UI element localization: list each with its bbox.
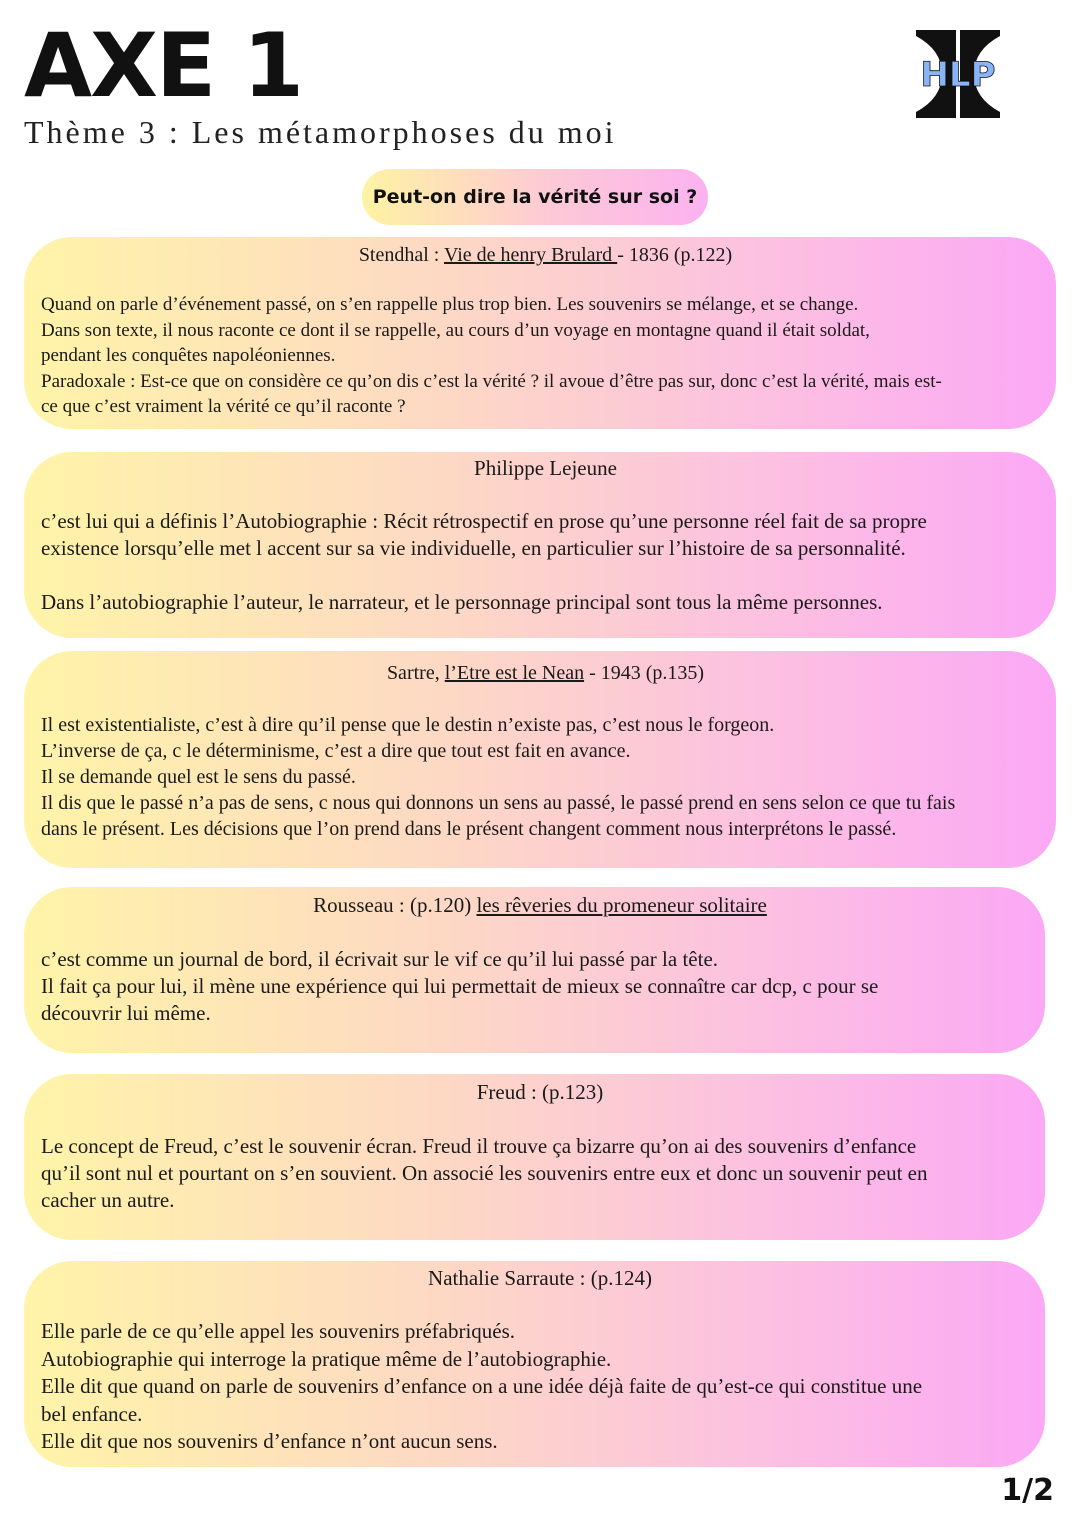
- page-title: AXE 1: [24, 14, 302, 117]
- card-heading: [41, 660, 1050, 686]
- card-line: c’est comme un journal de bord, il écrivait sur le vif ce qu’il lui passé par la tête.: [41, 947, 719, 971]
- author: Philippe Lejeune: [474, 456, 617, 480]
- theme-subtitle: Thème 3 : Les métamorphoses du moi: [24, 114, 617, 150]
- heading-detail: - 1836 (p.122): [617, 244, 733, 266]
- card-line: Quand on parle d’événement passé, on s’en rappelle plus trop bien. Les souvenirs se mélange, et se change.: [41, 294, 859, 315]
- card-line: L’inverse de ça, c le déterminisme, c’est a dire que tout est fait en avance.: [41, 740, 631, 762]
- card-line: Dans son texte, il nous raconte ce dont il se rappelle, au cours d’un voyage en montagne quand il était soldat,: [41, 319, 870, 341]
- card-rousseau: [24, 887, 1045, 1053]
- card-body: [41, 1318, 1039, 1456]
- card-body: [41, 946, 1039, 1027]
- work-title: l’Etre est le Nean: [444, 662, 585, 684]
- card-line: qu’il sont nul et pourtant on s’en souvient. On associé les souvenirs entre eux et donc un souvenir peut en: [41, 1161, 928, 1185]
- heading-detail: - 1943 (p.135): [584, 662, 705, 684]
- card-heading: [41, 1265, 1039, 1291]
- page-number: 1/2: [1001, 1473, 1054, 1508]
- work-title: les rêveries du promeneur solitaire: [476, 893, 767, 917]
- author: Freud : (p.123): [476, 1080, 604, 1104]
- blank-line: [41, 562, 1050, 589]
- card-stendhal: [24, 237, 1056, 429]
- card-heading: [41, 1079, 1039, 1105]
- card-line: Dans l’autobiographie l’auteur, le narrateur, et le personnage principal sont tous la même personnes.: [41, 590, 883, 614]
- card-heading: [41, 242, 1050, 268]
- card-line: Il dis que le passé n’a pas de sens, c nous qui donnons un sens au passé, le passé prend en sens selon ce que tu fais: [41, 792, 956, 814]
- card-body: [41, 508, 1050, 616]
- card-line: Elle dit que nos souvenirs d’enfance n’ont aucun sens.: [41, 1429, 498, 1453]
- card-line: Il est existentialiste, c’est à dire qu’il pense que le destin n’existe pas, c’est nous le forgeon.: [41, 714, 775, 736]
- card-heading: [41, 892, 1039, 918]
- card-line: bel enfance.: [41, 1401, 143, 1426]
- card-line: découvrir lui même.: [41, 1001, 211, 1025]
- card-line: dans le présent. Les décisions que l’on prend dans le présent changent comment nous interprétons le passé.: [41, 818, 897, 840]
- logo-text: HLP: [920, 55, 996, 95]
- central-question: Peut-on dire la vérité sur soi ?: [362, 169, 708, 225]
- card-line: Paradoxale : Est-ce que on considère ce qu’on dis c’est la vérité ? il avoue d’être pas sur, donc c’est la vérité, mais est-: [41, 370, 942, 392]
- card-heading: [41, 454, 1050, 482]
- card-line: Le concept de Freud, c’est le souvenir écran. Freud il trouve ça bizarre qu’on ai des souvenirs d’enfance: [41, 1134, 917, 1158]
- card-line: Il fait ça pour lui, il mène une expérience qui lui permettait de mieux se connaître car dcp, c pour se: [41, 974, 879, 998]
- card-line: Elle dit que quand on parle de souvenirs d’enfance on a une idée déjà faite de qu’est-ce qui constitue une: [41, 1374, 923, 1398]
- card-line: Elle parle de ce qu’elle appel les souvenirs préfabriqués.: [41, 1319, 516, 1343]
- author: Rousseau : (p.120): [313, 893, 477, 917]
- card-line: ce que c’est vraiment la vérité ce qu’il raconte ?: [41, 396, 406, 417]
- card-line: existence lorsqu’elle met l accent sur sa vie individuelle, en particulier sur l’histoire de sa personnalité.: [41, 536, 906, 560]
- hlp-logo: [912, 28, 1004, 120]
- card-line: Il se demande quel est le sens du passé.: [41, 766, 356, 788]
- card-freud: [24, 1074, 1045, 1240]
- card-line: Autobiographie qui interroge la pratique même de l’autobiographie.: [41, 1346, 612, 1371]
- card-line: pendant les conquêtes napoléoniennes.: [41, 345, 336, 366]
- author: Sartre,: [386, 662, 445, 684]
- card-sarraute: [24, 1261, 1045, 1467]
- card-line: c’est lui qui a définis l’Autobiographie : Récit rétrospectif en prose qu’une personne réel fait de sa propre: [41, 509, 927, 533]
- author: Stendhal :: [358, 244, 444, 266]
- author: Nathalie Sarraute : (p.124): [428, 1266, 652, 1290]
- card-body: [41, 712, 1050, 842]
- card-sartre: [24, 651, 1056, 868]
- work-title: Vie de henry Brulard: [444, 244, 618, 266]
- card-line: cacher un autre.: [41, 1188, 175, 1212]
- card-body: [41, 292, 1050, 420]
- card-lejeune: [24, 452, 1056, 638]
- card-body: [41, 1133, 1039, 1214]
